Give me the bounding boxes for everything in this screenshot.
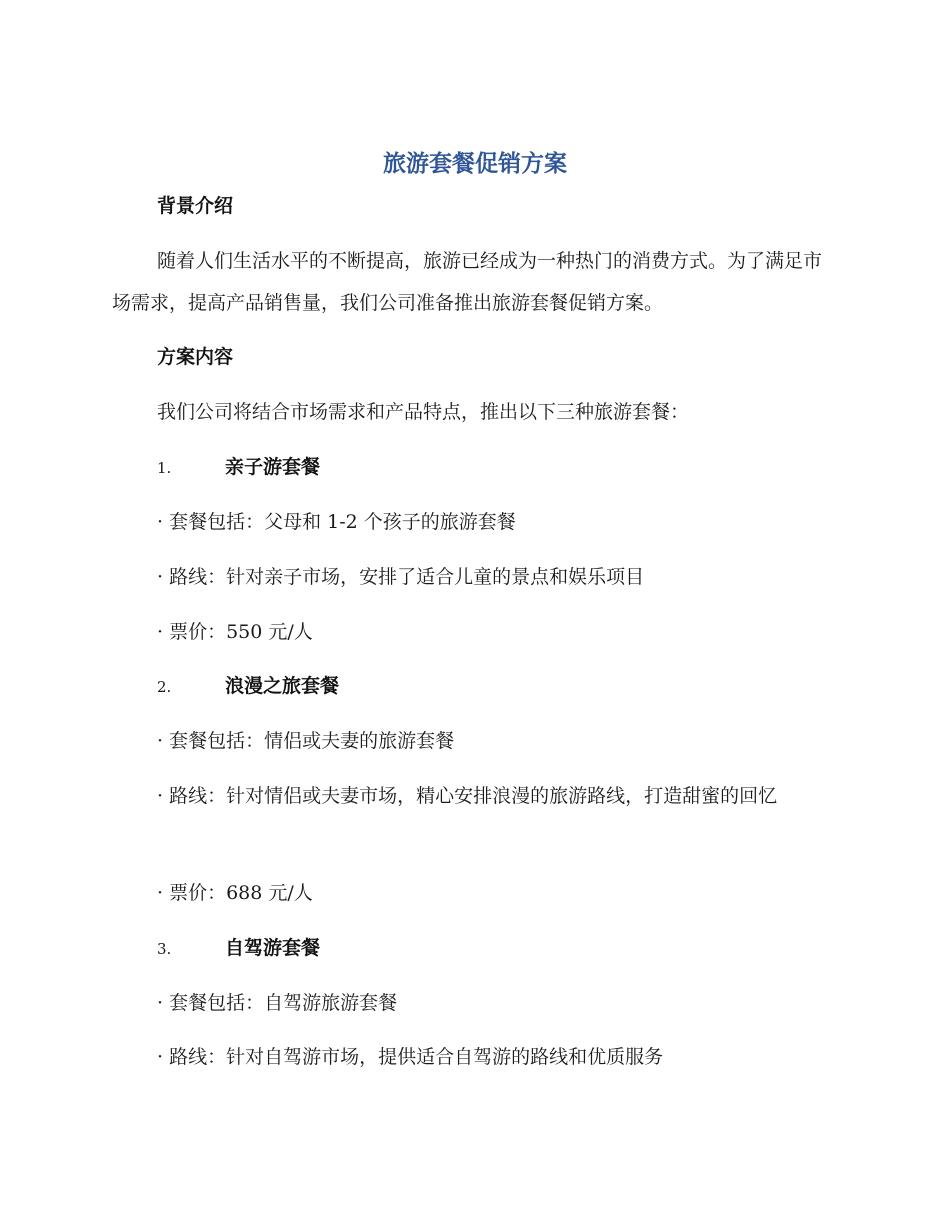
background-paragraph: 随着人们生活水平的不断提高，旅游已经成为一种热门的消费方式。为了满足市场需求，提高产品销售量，我们公司准备推出旅游套餐促销方案。 xyxy=(112,250,823,314)
plan-intro: 我们公司将结合市场需求和产品特点，推出以下三种旅游套餐： xyxy=(157,401,690,423)
package-3-includes: · 套餐包括：自驾游旅游套餐 xyxy=(157,992,398,1014)
package-3-number: 3. xyxy=(157,940,172,958)
package-2-heading xyxy=(157,671,339,702)
package-2-route: · 路线：针对情侣或夫妻市场，精心安排浪漫的旅游路线，打造甜蜜的回忆 xyxy=(157,785,778,807)
package-3-route: · 路线：针对自驾游市场，提供适合自驾游的路线和优质服务 xyxy=(157,1046,664,1068)
package-1-number: 1. xyxy=(157,459,172,477)
package-1-includes: · 套餐包括：父母和 1-2 个孩子的旅游套餐 xyxy=(157,511,516,533)
package-2-name: 浪漫之旅套餐 xyxy=(225,675,340,697)
package-1-name: 亲子游套餐 xyxy=(225,456,321,478)
package-1-heading xyxy=(157,452,320,483)
section-heading-plan: 方案内容 xyxy=(157,346,234,368)
package-1-price: · 票价：550 元/人 xyxy=(157,621,313,643)
document-title: 旅游套餐促销方案 xyxy=(383,151,567,177)
package-2-includes: · 套餐包括：情侣或夫妻的旅游套餐 xyxy=(157,730,455,752)
section-heading-background: 背景介绍 xyxy=(157,195,234,217)
package-2-price: · 票价：688 元/人 xyxy=(157,882,313,904)
package-3-heading xyxy=(157,933,320,964)
package-3-name: 自驾游套餐 xyxy=(225,937,321,959)
package-2-number: 2. xyxy=(157,678,172,696)
package-1-route: · 路线：针对亲子市场，安排了适合儿童的景点和娱乐项目 xyxy=(157,566,645,588)
